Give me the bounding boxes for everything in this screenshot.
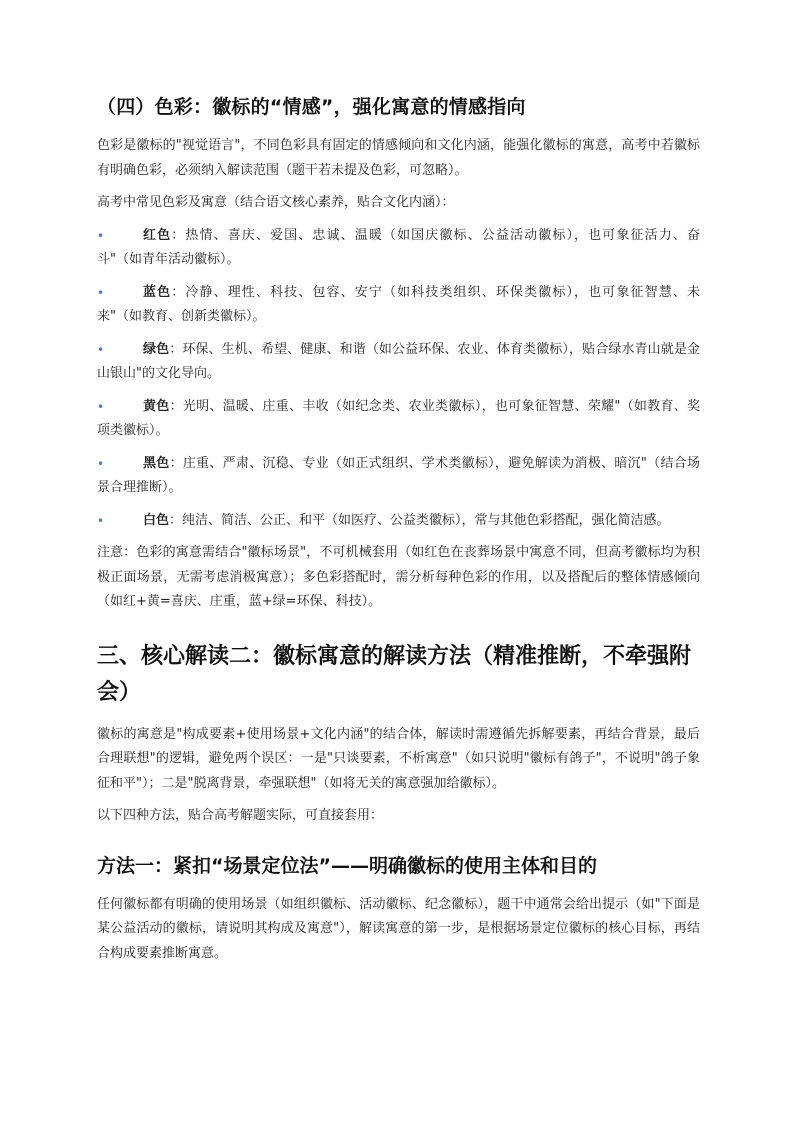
section-heading-colors: （四）色彩：徽标的“情感”，强化寓意的情感指向 [97, 96, 526, 118]
color-term: 红色 [143, 227, 172, 243]
paragraph-method-1: 任何徽标都有明确的使用场景（如组织徽标、活动徽标、纪念徽标），题干中通常会给出提示（如"下面是某公益活动的徽标，请说明其构成及寓意"），解读寓意的第一步，是根据场景定位徽标的核心目标，再结合构成要素推断寓意。 [97, 896, 700, 961]
bullet-icon: • [97, 228, 105, 243]
color-term: 黑色 [143, 455, 170, 471]
color-description: ：纯洁、简洁、公正、和平（如医疗、公益类徽标），常与其他色彩搭配，强化简洁感。 [169, 512, 670, 528]
bullet-icon: • [97, 399, 105, 414]
color-term: 绿色 [143, 341, 170, 357]
section-heading-methods: 三、核心解读二：徽标寓意的解读方法（精准推断，不牵强附会） [97, 643, 692, 705]
document-page [97, 92, 700, 974]
bullet-icon: • [97, 285, 105, 300]
bullet-icon: • [97, 513, 105, 528]
color-term: 蓝色 [143, 284, 172, 300]
paragraph-colors-intro: 色彩是徽标的"视觉语言"，不同色彩具有固定的情感倾向和文化内涵，能强化徽标的寓意，高考中若徽标有明确色彩，必须纳入解读范围（题干若未提及色彩，可忽略）。 [97, 138, 700, 178]
list-item-blue [97, 281, 700, 330]
bullet-icon: • [97, 456, 105, 471]
color-term: 白色 [143, 512, 170, 528]
paragraph-colors-list-intro: 高考中常见色彩及寓意（结合语文核心素养，贴合文化内涵）： [97, 195, 455, 210]
color-description: ：庄重、严肃、沉稳、专业（如正式组织、学术类徽标），避免解读为消极、暗沉"（结合场景合理推断）。 [97, 455, 700, 495]
paragraph-colors-note: 注意：色彩的寓意需结合"徽标场景"，不可机械套用（如红色在丧葬场景中寓意不同，但高考徽标均为积极正面场景，无需考虑消极寓意）；多色彩搭配时，需分析每种色彩的作用，以及搭配后的整体情感倾向（如红+黄=喜庆、庄重，蓝+绿=环保、科技）。 [97, 545, 700, 609]
paragraph-methods-intro: 徽标的寓意是"构成要素+使用场景+文化内涵"的结合体，解读时需遵循先拆解要素，再结合背景，最后合理联想"的逻辑，避免两个误区：一是"只谈要素，不析寓意"（如只说明"徽标有鸽子"，不说明"鸽子象征和平"）；二是"脱离背景，牵强联想"（如将无关的寓意强加给徽标）。 [97, 726, 700, 791]
list-item-green [97, 338, 700, 387]
paragraph-methods-lead: 以下四种方法，贴合高考解题实际，可直接套用： [97, 808, 384, 823]
bullet-icon: • [97, 342, 105, 357]
color-term: 黄色 [143, 398, 170, 414]
method-heading-1: 方法一：紧扣“场景定位法”——明确徽标的使用主体和目的 [97, 854, 597, 877]
list-item-yellow [97, 395, 700, 444]
color-description: ：光明、温暖、庄重、丰收（如纪念类、农业类徽标），也可象征智慧、荣耀"（如教育、奖项类徽标）。 [97, 398, 700, 438]
list-item-black [97, 452, 700, 501]
list-item-white [97, 509, 700, 534]
list-item-red [97, 224, 700, 273]
color-description: ：冷静、理性、科技、包容、安宁（如科技类组织、环保类徽标），也可象征智慧、未来"（如教育、创新类徽标）。 [97, 284, 700, 324]
color-description: ：环保、生机、希望、健康、和谐（如公益环保、农业、体育类徽标），贴合绿水青山就是金山银山"的文化导向。 [97, 341, 700, 381]
color-description: ：热情、喜庆、爱国、忠诚、温暖（如国庆徽标、公益活动徽标），也可象征活力、奋斗"（如青年活动徽标）。 [97, 227, 700, 267]
